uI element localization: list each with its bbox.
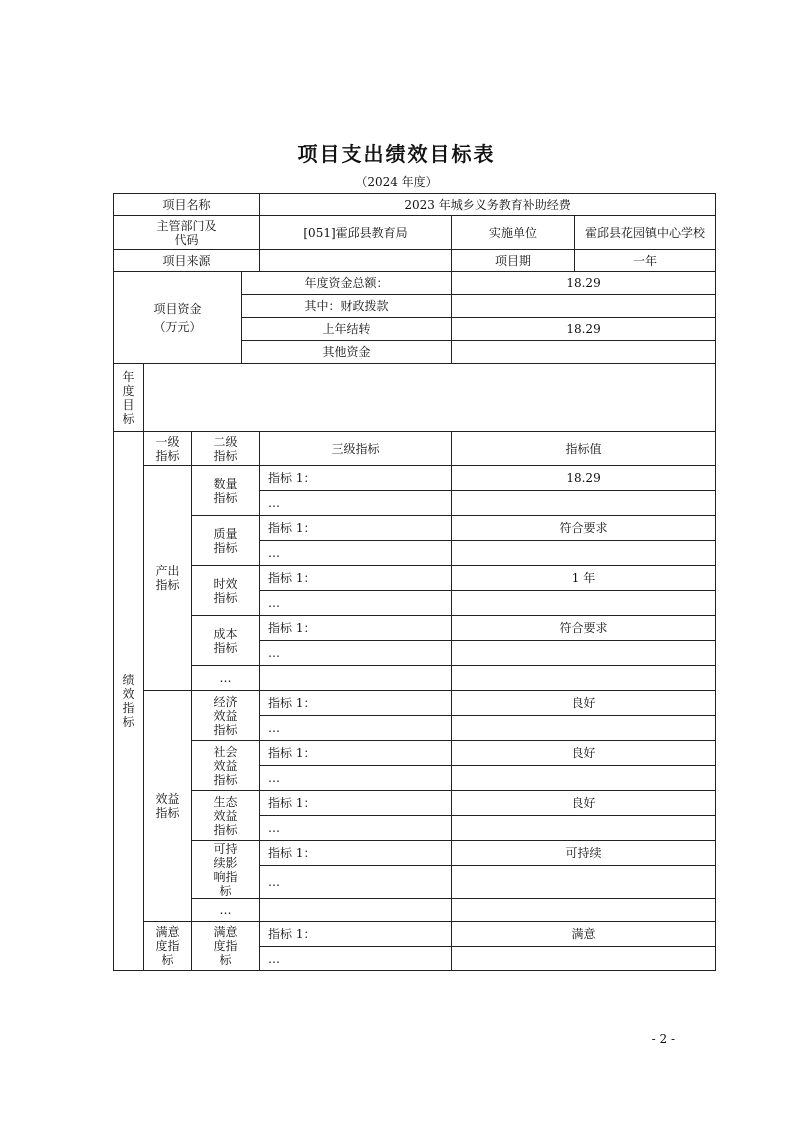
social-indicator-label: 社会效益指标 (192, 741, 260, 791)
header-level2: 二级指标 (192, 432, 260, 466)
benefit-more: … (192, 899, 260, 922)
project-name-value: 2023 年城乡义务教育补助经费 (260, 194, 716, 216)
row-source (114, 250, 716, 272)
row-benefit-eco (114, 791, 716, 816)
quality-indicator-label: 质量指标 (192, 516, 260, 566)
satisfaction-label: 满意度指标 (144, 922, 192, 971)
qty-more-value (452, 491, 716, 516)
dept-label: 主管部门及代码 (114, 216, 260, 250)
dept-value: [051]霍邱县教育局 (260, 216, 452, 250)
annual-goal-label: 年度目标 (114, 364, 144, 432)
funds-fiscal-label: 其中：财政拨款 (242, 295, 452, 318)
perf-label: 绩效指标 (114, 432, 144, 971)
row-output-cost (114, 616, 716, 641)
row-funds-total (114, 272, 716, 295)
performance-goal-table (113, 193, 716, 971)
cost-indicator-name: 指标 1： (260, 616, 452, 641)
year-subtitle: （2024 年度） (355, 175, 438, 189)
funds-carryover-value: 18.29 (452, 318, 716, 341)
impl-unit-value: 霍邱县花园镇中心学校 (575, 216, 716, 250)
qty-indicator-name: 指标 1： (260, 466, 452, 491)
econ-indicator-name: 指标 1： (260, 691, 452, 716)
row-project-name (114, 194, 716, 216)
eco-indicator-value: 良好 (452, 791, 716, 816)
cost-more-value (452, 641, 716, 666)
benefit-label: 效益指标 (144, 691, 192, 922)
sustain-indicator-label: 可持续影响指标 (192, 841, 260, 899)
sustain-indicator-name: 指标 1： (260, 841, 452, 866)
funds-total-value: 18.29 (452, 272, 716, 295)
row-benefit-sustain (114, 841, 716, 866)
time-indicator-value: 1 年 (452, 566, 716, 591)
funds-other-value (452, 341, 716, 364)
benefit-more-name (260, 899, 452, 922)
row-perf-header (114, 432, 716, 466)
sustain-more-value (452, 866, 716, 899)
row-benefit-more (114, 899, 716, 922)
source-value (260, 250, 452, 272)
header-value: 指标值 (452, 432, 716, 466)
quality-indicator-name: 指标 1： (260, 516, 452, 541)
cost-indicator-label: 成本指标 (192, 616, 260, 666)
econ-more: … (260, 716, 452, 741)
funds-carryover-label: 上年结转 (242, 318, 452, 341)
sustain-more: … (260, 866, 452, 899)
row-department (114, 216, 716, 250)
row-annual-goal (114, 364, 716, 432)
page-title: 项目支出绩效目标表 (297, 142, 496, 166)
qty-indicator-value: 18.29 (452, 466, 716, 491)
satisfaction-more: … (260, 947, 452, 971)
cost-more: … (260, 641, 452, 666)
quality-indicator-value: 符合要求 (452, 516, 716, 541)
row-output-more (114, 666, 716, 691)
satisfaction-indicator-value: 满意 (452, 922, 716, 947)
period-label: 项目期 (452, 250, 575, 272)
sustain-indicator-value: 可持续 (452, 841, 716, 866)
quality-more: … (260, 541, 452, 566)
social-indicator-value: 良好 (452, 741, 716, 766)
quality-more-value (452, 541, 716, 566)
qty-indicator-label: 数量指标 (192, 466, 260, 516)
output-more-name (260, 666, 452, 691)
econ-indicator-label: 经济效益指标 (192, 691, 260, 741)
row-output-quality (114, 516, 716, 541)
qty-more: … (260, 491, 452, 516)
row-satisfaction (114, 922, 716, 947)
social-indicator-name: 指标 1： (260, 741, 452, 766)
cost-indicator-value: 符合要求 (452, 616, 716, 641)
output-more-value (452, 666, 716, 691)
output-more: … (192, 666, 260, 691)
source-label: 项目来源 (114, 250, 260, 272)
header-level1: 一级指标 (144, 432, 192, 466)
social-more: … (260, 766, 452, 791)
time-indicator-name: 指标 1： (260, 566, 452, 591)
eco-indicator-label: 生态效益指标 (192, 791, 260, 841)
page-number: - 2 - (651, 1032, 675, 1046)
funds-total-label: 年度资金总额： (242, 272, 452, 295)
funds-label: 项目资金（万元） (114, 272, 242, 364)
satisfaction-more-value (452, 947, 716, 971)
impl-unit-label: 实施单位 (452, 216, 575, 250)
output-label: 产出指标 (144, 466, 192, 691)
benefit-more-value (452, 899, 716, 922)
header-level3: 三级指标 (260, 432, 452, 466)
social-more-value (452, 766, 716, 791)
eco-indicator-name: 指标 1： (260, 791, 452, 816)
period-value: 一年 (575, 250, 716, 272)
eco-more-value (452, 816, 716, 841)
time-indicator-label: 时效指标 (192, 566, 260, 616)
row-benefit-social (114, 741, 716, 766)
time-more-value (452, 591, 716, 616)
econ-more-value (452, 716, 716, 741)
annual-goal-value (144, 364, 716, 432)
row-benefit-econ (114, 691, 716, 716)
funds-other-label: 其他资金 (242, 341, 452, 364)
time-more: … (260, 591, 452, 616)
project-name-label: 项目名称 (114, 194, 260, 216)
econ-indicator-value: 良好 (452, 691, 716, 716)
row-output-time (114, 566, 716, 591)
row-output-qty (114, 466, 716, 491)
satisfaction-indicator-name: 指标 1： (260, 922, 452, 947)
satisfaction-sub-label: 满意度指标 (192, 922, 260, 971)
funds-fiscal-value (452, 295, 716, 318)
eco-more: … (260, 816, 452, 841)
